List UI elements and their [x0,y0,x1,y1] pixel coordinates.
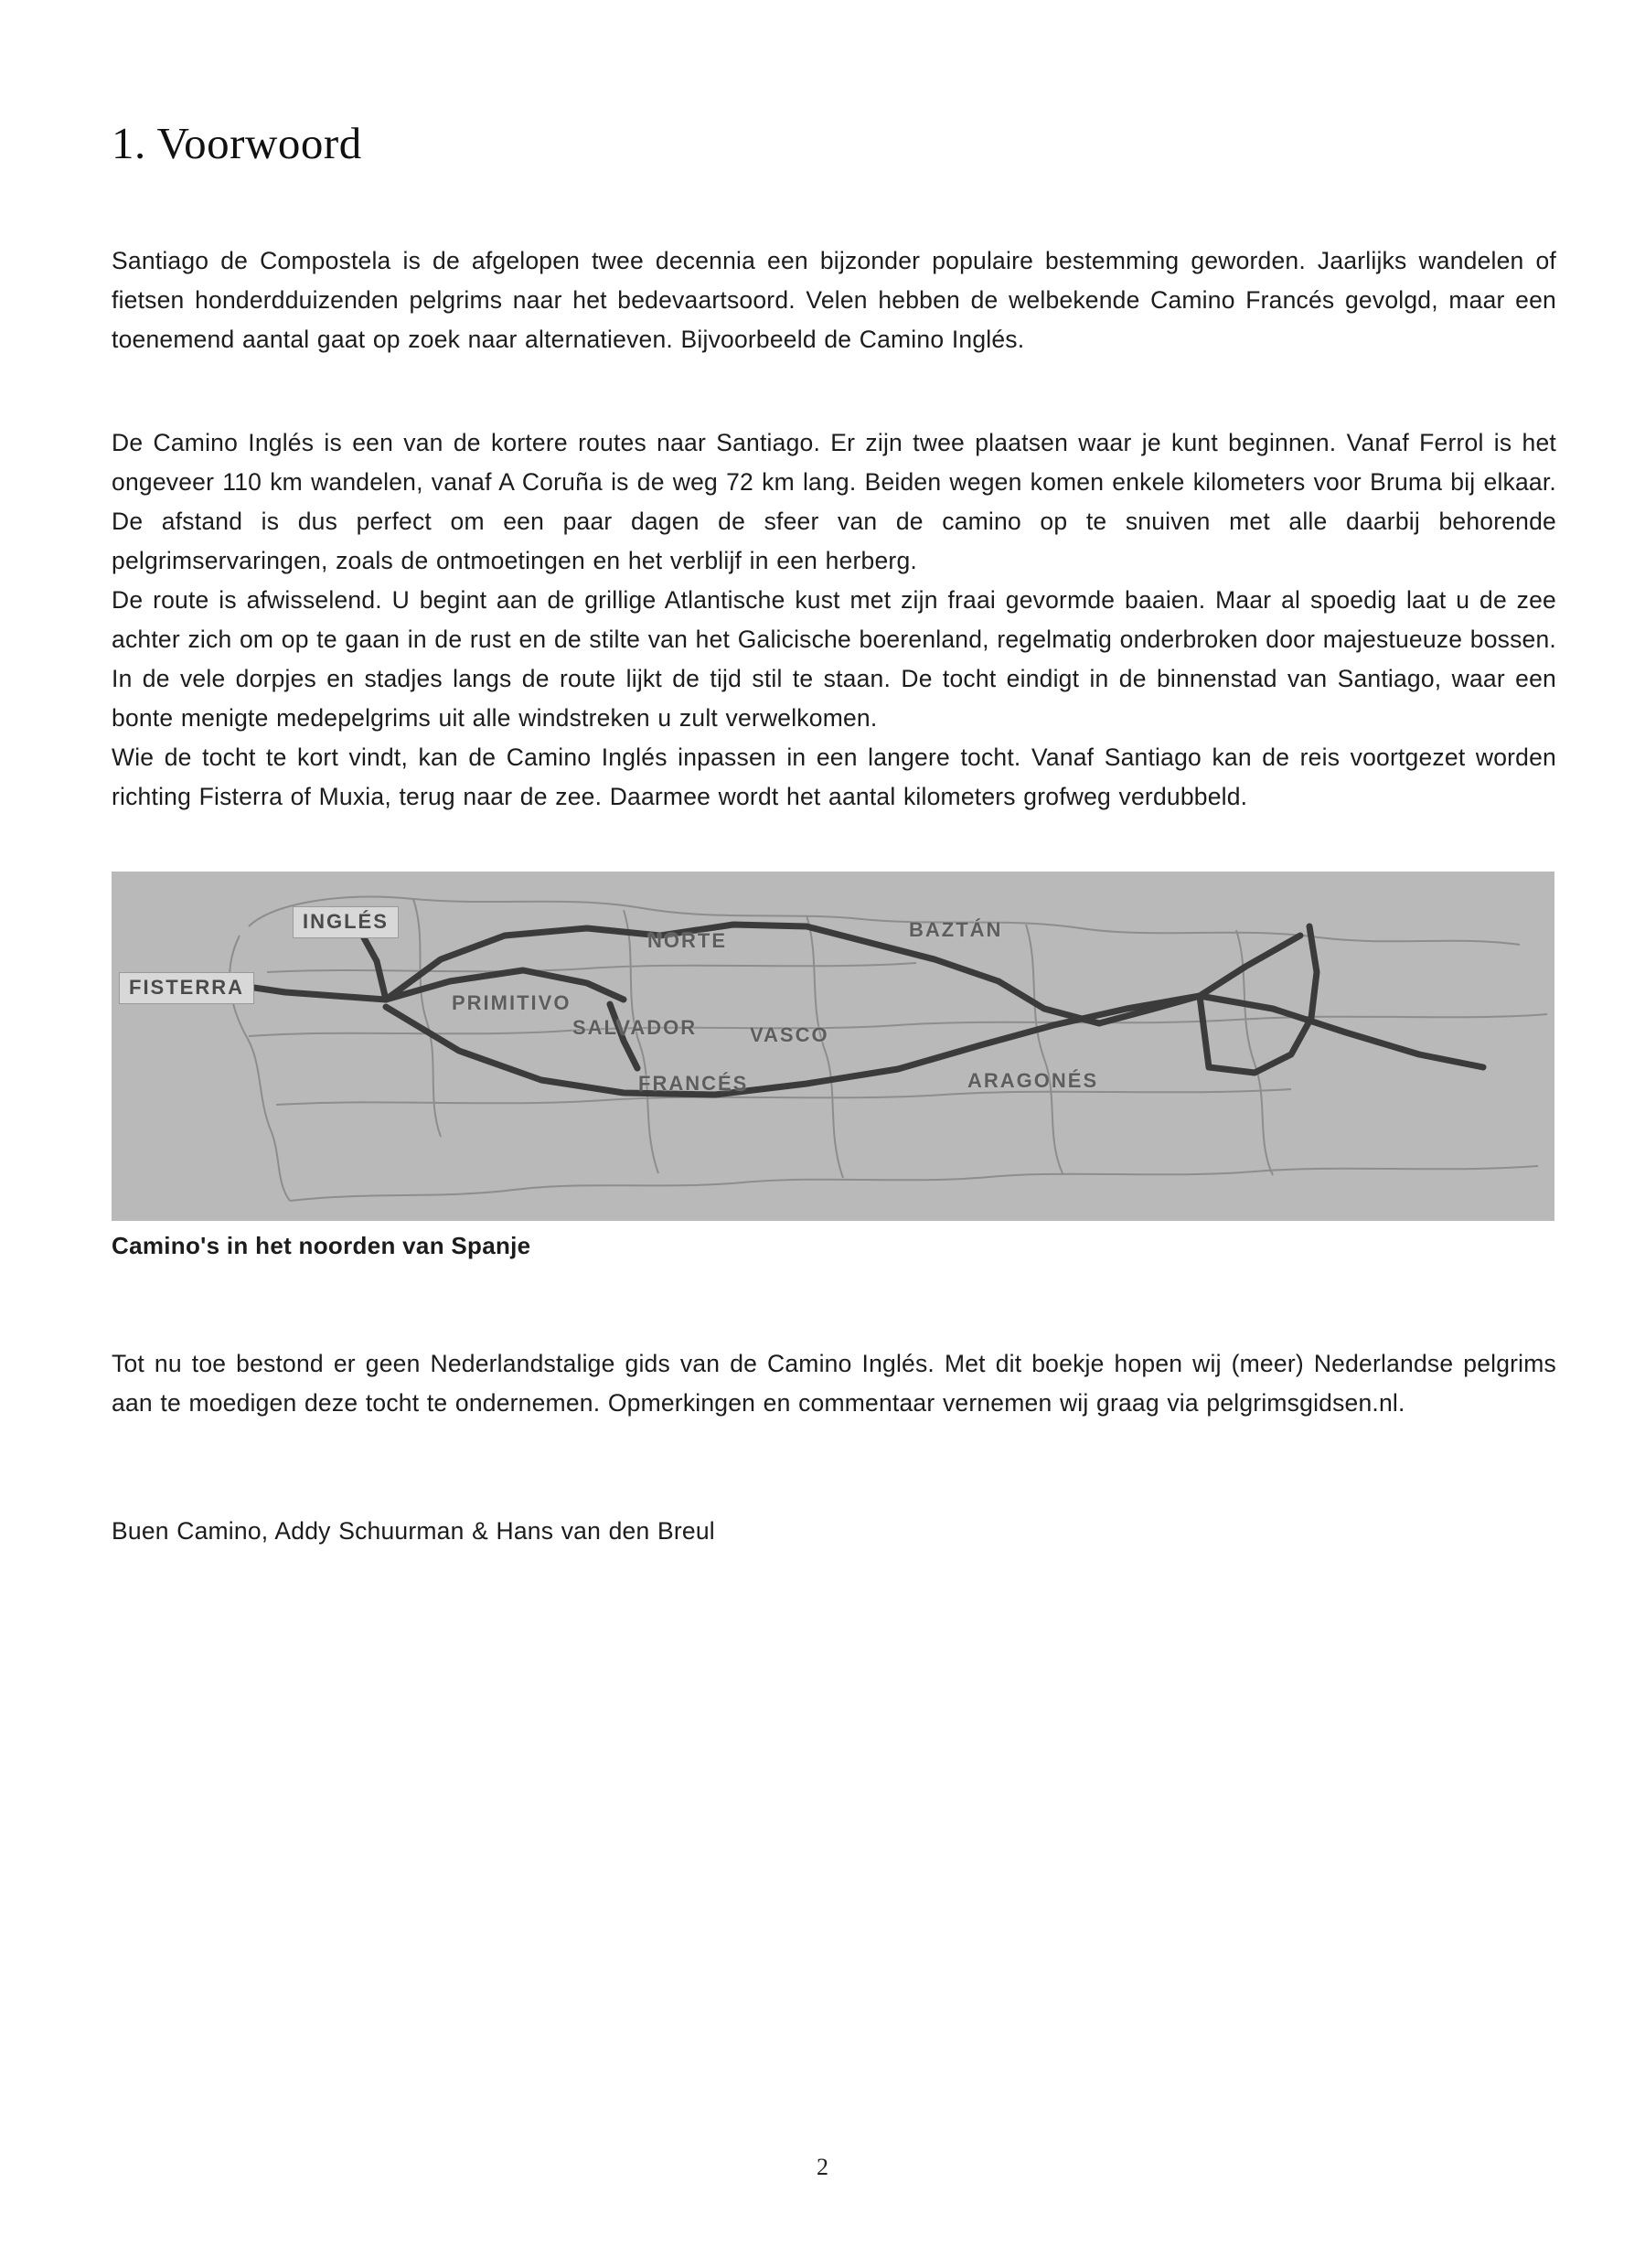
paragraph-route-length: De Camino Inglés is een van de kortere routes naar Santiago. Er zijn twee plaatsen waar je kunt beginnen. Vanaf Ferrol is het ongeveer 110 km wandelen, vanaf A Coruña is de weg 72 km lang. Beiden wegen komen enkele kilometers voor Bruma bij elkaar. De afstand is dus perfect om een paar dagen de sfeer van de camino op te snuiven met alle daarbij behorende pelgrimservaringen, zoals de ontmoetingen en het verblijf in een herberg. [112,429,1556,574]
paragraph-closing: Tot nu toe bestond er geen Nederlandstalige gids van de Camino Inglés. Met dit boekje hopen wij (meer) Nederlandse pelgrims aan te moedigen deze tocht te ondernemen. Opmerkingen en commentaar vernemen wij graag via pelgrimsgidsen.nl. [112,1350,1556,1417]
spacer [112,169,1556,217]
map-label-salvador: SALVADOR [572,1016,698,1039]
paragraph-extension: Wie de tocht te kort vindt, kan de Camino Inglés inpassen in een langere tocht. Vanaf Santiago kan de reis voortgezet worden richting Fisterra of Muxia, terug naar de zee. Daarmee wordt het aantal kilometers grofweg verdubbeld. [112,744,1556,810]
map-label-primitivo: PRIMITIVO [452,991,571,1014]
paragraph-intro: Santiago de Compostela is de afgelopen twee decennia een bijzonder populaire bestemming geworden. Jaarlijks wandelen of fietsen honderdduizenden pelgrims naar het bedevaartsoord. Velen hebben de welbekende Camino Francés gevolgd, maar een toenemend aantal gaat op zoek naar alternatieven. Bijvoorbeeld de Camino Inglés. [112,246,1556,353]
map-image [112,872,1554,1221]
map-label-vasco: VASCO [750,1023,829,1046]
page-title: 1. Voorwoord [112,118,362,168]
map-label-frances: FRANCÉS [638,1072,749,1095]
map-label-norte: NORTE [647,929,727,952]
paragraph-signature: Buen Camino, Addy Schuurman & Hans van den Breul [112,1517,715,1545]
figure-caption: Camino's in het noorden van Spanje [112,1232,531,1259]
spacer [112,1260,1556,1308]
page-number: 2 [817,2154,828,2180]
map-label-aragones: ARAGONÉS [967,1069,1099,1092]
spacer [112,1448,1556,1488]
map-label-ingles: INGLÉS [293,906,399,938]
paragraph-route-description: De route is afwisselend. U begint aan de grillige Atlantische kust met zijn fraai gevormde baaien. Maar al spoedig laat u de zee achter zich om op te gaan in de rust en de stilte van het Galicische boerenland, regelmatig onderbroken door majestueuze bossen. In de vele dorpjes en stadjes langs de route lijkt de tijd stil te staan. De tocht eindigt in de binnenstad van Santiago, waar een bonte menigte medepelgrims uit alle windstreken u zult verwelkomen. [112,586,1556,732]
map-label-fisterra: FISTERRA [119,972,254,1004]
spacer [112,383,1556,423]
map-figure [112,872,1554,1260]
map-label-baztan: BAZTÁN [909,918,1003,941]
page-content [112,117,1556,1576]
